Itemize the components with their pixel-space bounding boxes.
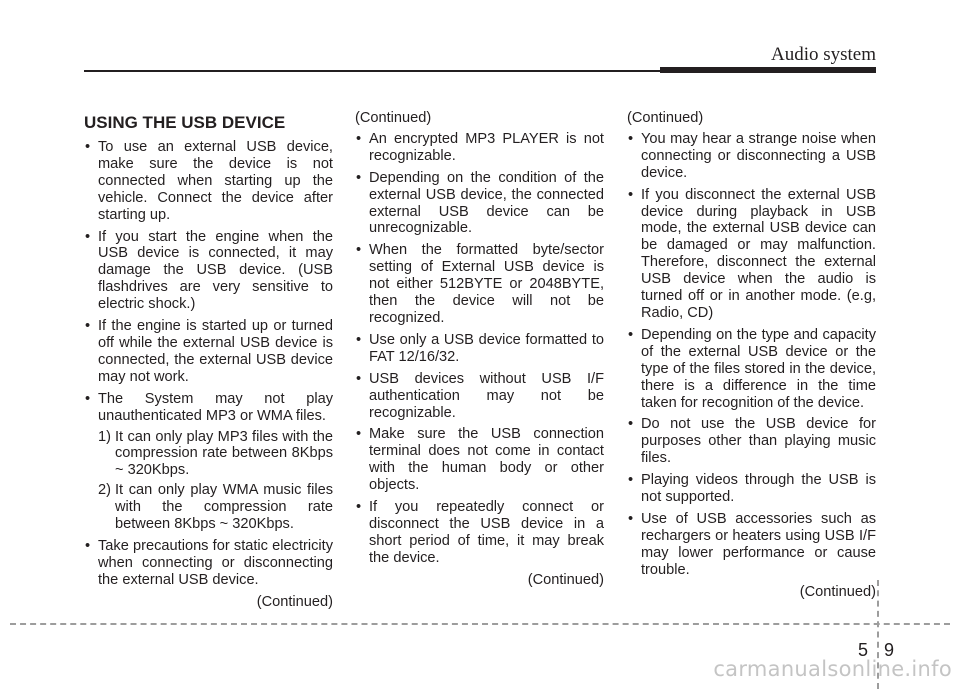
bullet-item: [84, 391, 333, 533]
bullet-item: [84, 229, 333, 314]
header-rule-accent: [660, 67, 876, 73]
section-title: Audio system: [770, 44, 876, 65]
bullet-item: [355, 371, 604, 422]
bullet-text: USB devices without USB I/F authentication may not be recognizable.: [369, 370, 604, 421]
bullet-marker: •: [85, 318, 91, 335]
bullet-list: [627, 131, 876, 579]
numbered-list: [98, 429, 333, 533]
bullet-marker: •: [356, 130, 362, 147]
bullet-marker: •: [356, 499, 362, 516]
bullet-marker: •: [356, 331, 362, 348]
continued-label: (Continued): [256, 593, 333, 610]
bullet-marker: •: [356, 370, 362, 387]
bullet-marker: •: [85, 390, 91, 407]
bullet-item: [627, 511, 876, 579]
bullet-text: To use an external USB device, make sure the device is not connected when starting up the vehicle. Connect the device after starting up.: [98, 139, 333, 223]
bullet-marker: •: [85, 228, 91, 245]
bullet-text: Depending on the condition of the external USB device, the connected external USB device can be unrecognizable.: [369, 169, 604, 237]
bullet-item: [355, 242, 604, 327]
bullet-item: [355, 332, 604, 366]
bullet-marker: •: [85, 537, 91, 554]
text-column-1: [84, 110, 333, 611]
bullet-text: Playing videos through the USB is not supported.: [641, 472, 876, 506]
bullet-item: [355, 426, 604, 494]
item-text: It can only play WMA music files with the compression rate between 8Kbps ~ 320Kbps.: [115, 482, 333, 533]
bullet-item: [84, 538, 333, 589]
bullet-marker: •: [628, 326, 634, 343]
bullet-marker: •: [356, 426, 362, 443]
bullet-text: Use of USB accessories such as rechargers or heaters using USB I/F may lower performance or cause trouble.: [641, 510, 876, 578]
bullet-marker: •: [628, 186, 634, 203]
bullet-text: Take precautions for static electricity when connecting or disconnecting the external USB device.: [98, 537, 333, 588]
page-number: 9: [884, 640, 895, 660]
continued-label: (Continued): [355, 110, 432, 126]
header-rule: [84, 70, 664, 72]
bullet-text: If you repeatedly connect or disconnect the USB device in a short period of time, it may break the device.: [369, 499, 604, 566]
bullet-item: [627, 187, 876, 322]
chapter-number: 5: [858, 640, 869, 660]
bullet-text: If you disconnect the external USB device during playback in USB mode, the external USB device can be damaged or may malfunction. Therefore, disconnect the external USB device when the audio is turned off or in another mode. (e.g, Radio, CD): [641, 186, 876, 321]
bullet-text: You may hear a strange noise when connecting or disconnecting a USB device.: [641, 130, 876, 181]
bullet-item: [627, 416, 876, 467]
item-number: 1): [98, 428, 111, 445]
bullet-marker: •: [628, 416, 634, 433]
item-text: It can only play MP3 files with the compression rate between 8Kbps ~ 320Kbps.: [115, 428, 333, 479]
continued-label: (Continued): [799, 583, 876, 600]
bullet-text: If you start the engine when the USB device is connected, it may damage the USB device. (USB flashdrives are very sensitive to electric shock.): [98, 228, 333, 313]
continued-label: (Continued): [627, 110, 704, 126]
bullet-item: [627, 327, 876, 412]
bullet-marker: •: [356, 169, 362, 186]
bullet-item: [84, 139, 333, 224]
bullet-marker: •: [628, 472, 634, 489]
bullet-text: Make sure the USB connection terminal does not come in contact with the human body or other objects.: [369, 426, 604, 494]
watermark: carmanualsonline.info: [713, 657, 952, 681]
bullet-text: Use only a USB device formatted to FAT 12/16/32.: [369, 331, 604, 365]
bullet-item: [84, 318, 333, 386]
bullet-marker: •: [85, 139, 91, 155]
bullet-item: [627, 131, 876, 182]
bullet-marker: •: [628, 130, 634, 147]
bullet-item: [355, 499, 604, 567]
bullet-list: [355, 131, 604, 567]
bullet-text: When the formatted byte/sector setting of External USB device is not either 512BYTE or 2048BYTE, then the device will not be recognized.: [369, 242, 604, 326]
bullet-marker: •: [628, 510, 634, 527]
bullet-text: Depending on the type and capacity of the external USB device or the type of the files stored in the device, there is a difference in the time taken for recognition of the device.: [641, 326, 876, 411]
text-column-3: [627, 110, 876, 600]
bullet-marker: •: [356, 242, 362, 259]
bullet-item: [355, 170, 604, 238]
bullet-item: [355, 131, 604, 165]
bullet-text: If the engine is started up or turned off while the external USB device is connected, the external USB device may not work.: [98, 318, 333, 385]
bullet-text: Do not use the USB device for purposes other than playing music files.: [641, 416, 876, 467]
numbered-item: [98, 429, 333, 480]
bullet-text: The System may not play unauthenticated MP3 or WMA files.: [98, 390, 333, 424]
continued-label: (Continued): [527, 571, 604, 588]
bullet-item: [627, 472, 876, 506]
text-column-2: [355, 110, 604, 589]
footer-dashed-rule: [10, 623, 950, 625]
section-heading: USING THE USB DEVICE: [84, 113, 286, 132]
numbered-item: [98, 482, 333, 533]
bullet-list: [84, 139, 333, 589]
bullet-text: An encrypted MP3 PLAYER is not recognizable.: [369, 130, 604, 164]
item-number: 2): [98, 482, 111, 499]
